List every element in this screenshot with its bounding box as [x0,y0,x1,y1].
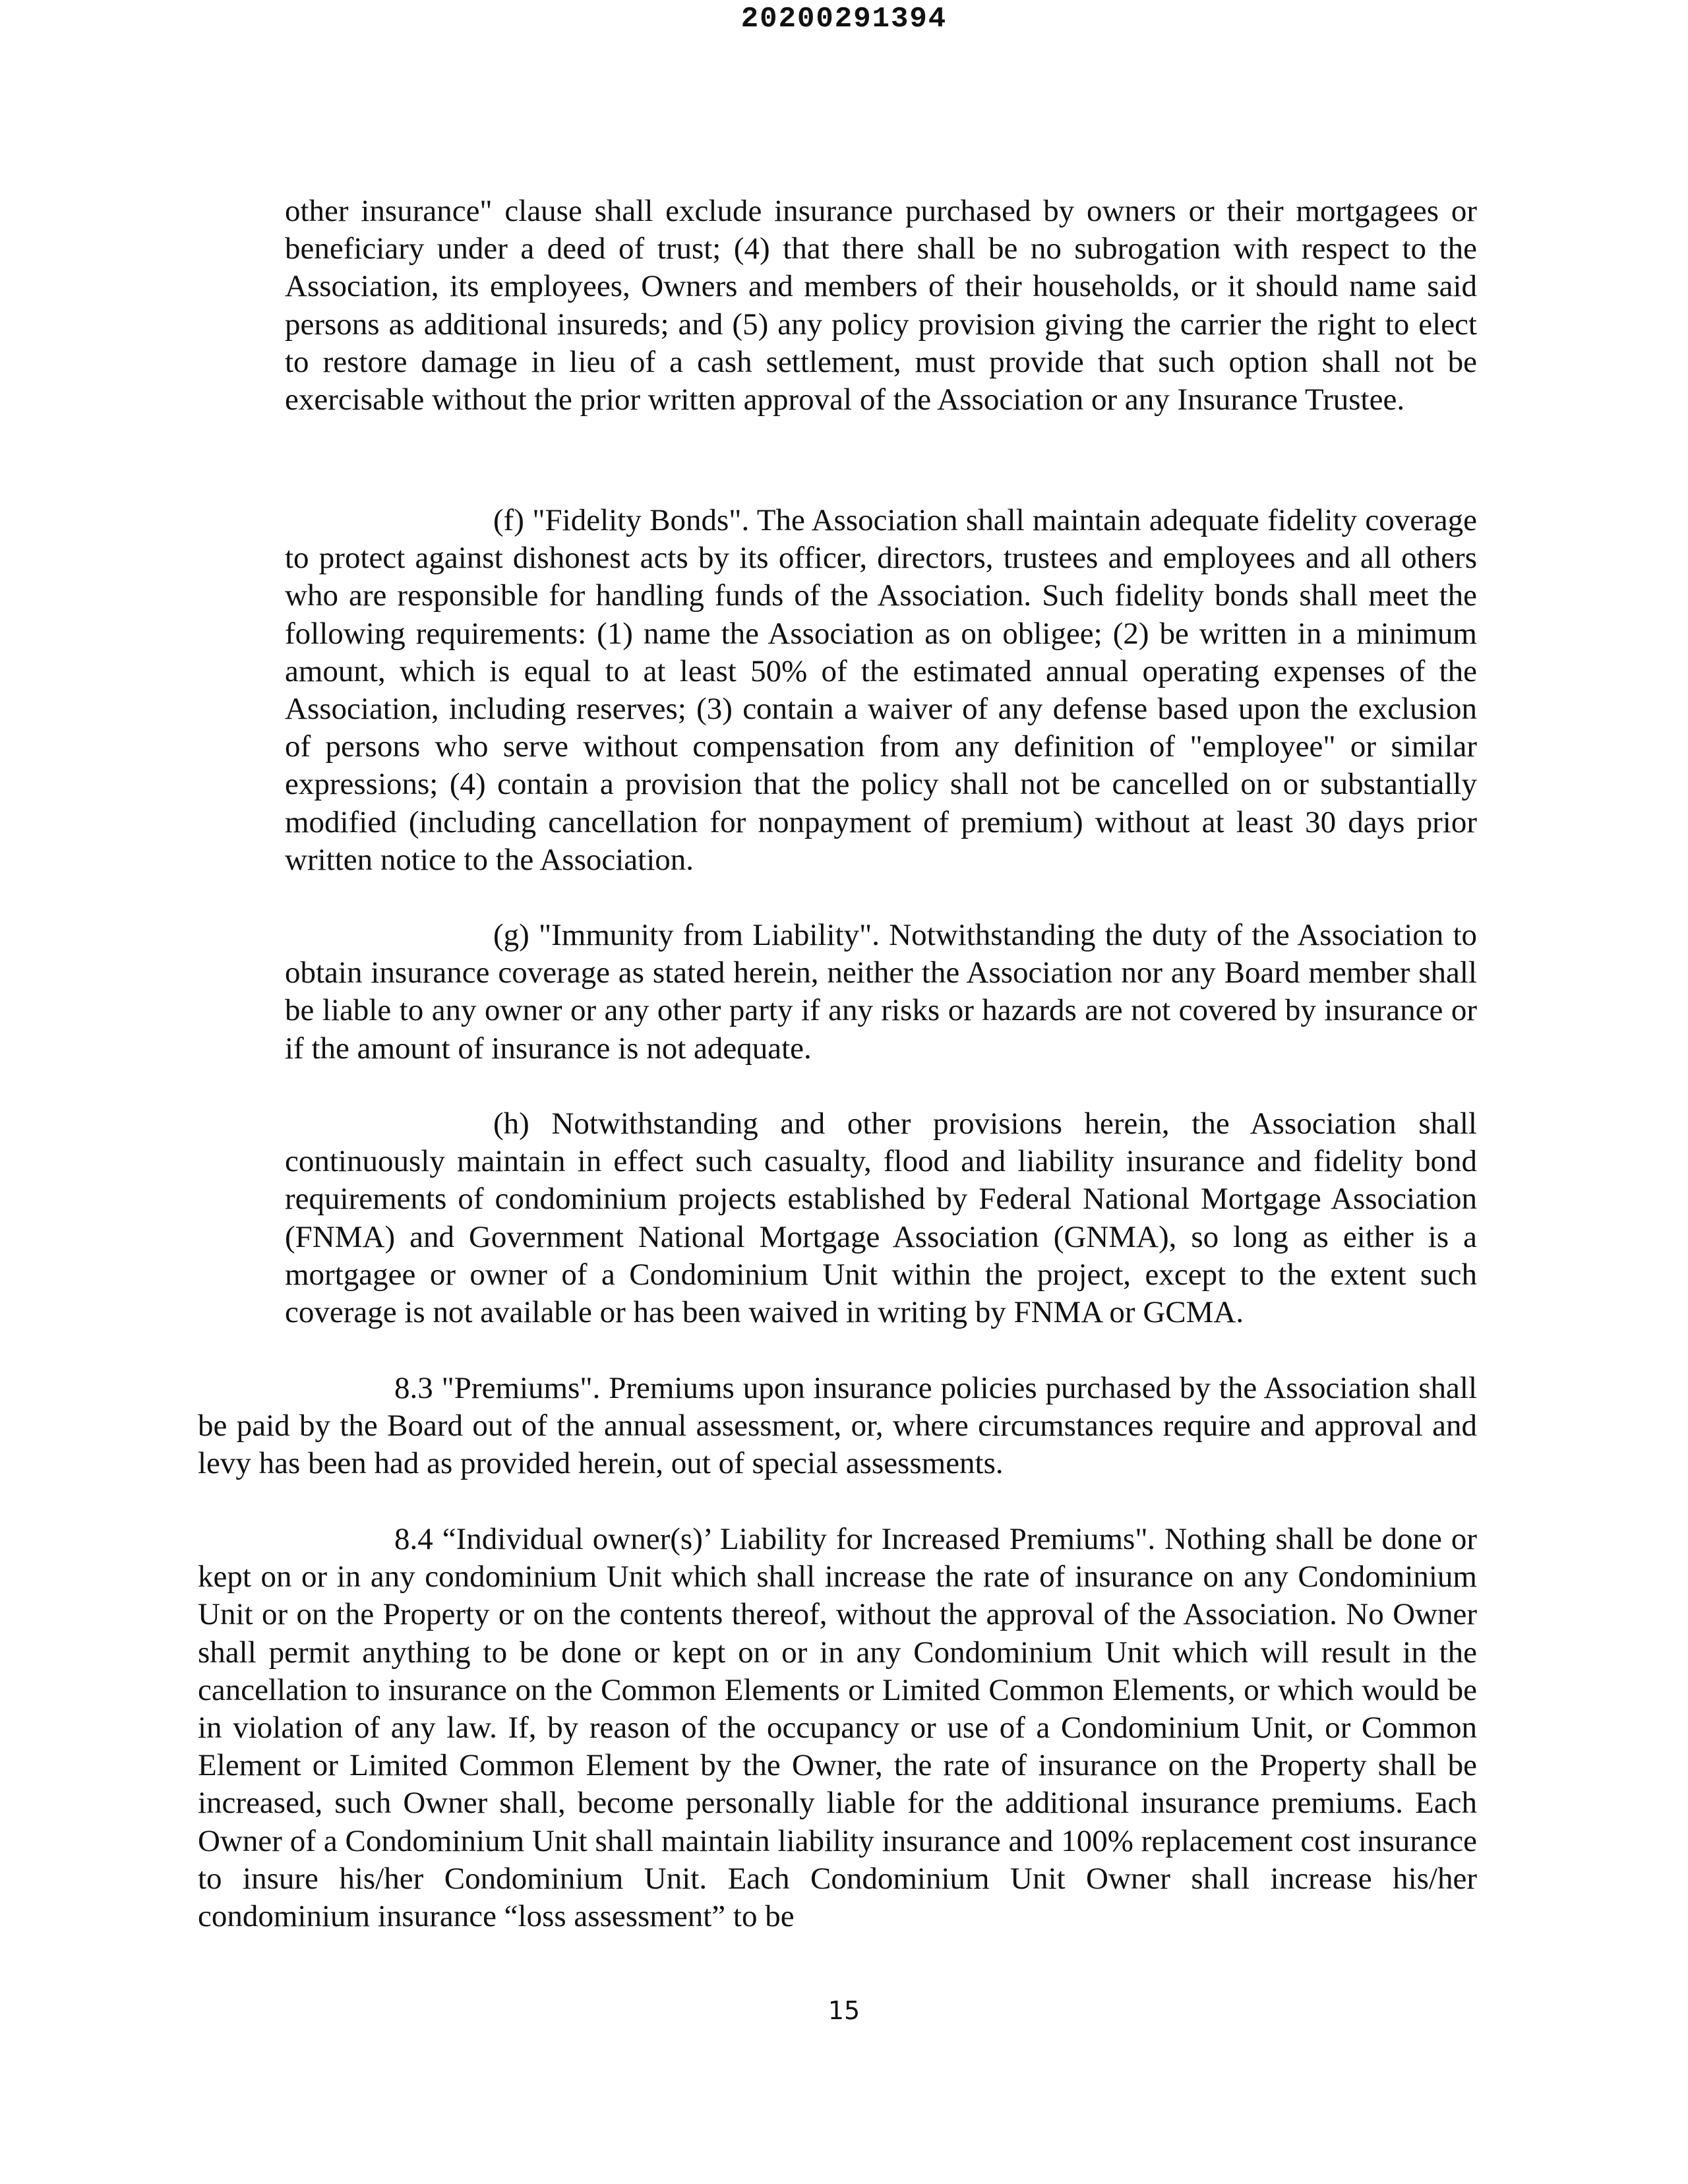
section-label: 8.4 “Individual owner(s)’ Liability for Increased Premiums". [394,1522,1156,1556]
section-label: (h) [493,1107,529,1141]
paragraph-insurance-clause [285,193,1477,470]
section-label: (f) "Fidelity Bonds". [493,503,750,537]
paragraph-text: Notwithstanding and other provisions herein, the Association shall continuously maintain in effect such casualty, flood and liability insurance and fidelity bond requirements of condominium projects established by Federal National Mortgage Association (FNMA) and Government National Mortgage Association (GNMA), so long as either is a mortgagee or owner of a Condominium Unit within the project, except to the extent such coverage is not available or has been waived in writing by FNMA or GCMA. [285,1107,1477,1330]
paragraph-fnma-requirements [285,1105,1477,1331]
paragraph-individual-owner-liability [198,1521,1477,1935]
paragraph-text: The Association shall maintain adequate fidelity coverage to protect against dishonest acts by its officer, directors, trustees and employees and all others who are responsible for handling funds of the Association. Such fidelity bonds shall meet the following requirements: (1) name the Association as on obligee; (2) be written in a minimum amount, which is equal to at least 50% of the estimated annual operating expenses of the Association, including reserves; (3) contain a waiver of any defense based upon the exclusion of persons who serve without compensation from any definition of "employee" or similar expressions; (4) contain a provision that the policy shall not be cancelled on or substantially modified (including cancellation for nonpayment of premium) without at least 30 days prior written notice to the Association. [285,503,1477,877]
paragraph-text: Notwithstanding the duty of the Association to obtain insurance coverage as stated herein, neither the Association nor any Board member shall be liable to any owner or any other party if any risks or hazards are not covered by insurance or if the amount of insurance is not adequate. [285,918,1477,1066]
paragraph-text: Nothing shall be done or kept on or in any condominium Unit which shall increase the rate of insurance on any Condominium Unit or on the Property or on the contents thereof, without the approval of the Association. No Owner shall permit anything to be done or kept on or in any Condominium Unit which will result in the cancellation to insurance on the Common Elements or Limited Common Elements, or which would be in violation of any law. If, by reason of the occupancy or use of a Condominium Unit, or Common Element or Limited Common Element by the Owner, the rate of insurance on the Property shall be increased, such Owner shall, become personally liable for the additional insurance premiums. Each Owner of a Condominium Unit shall maintain liability insurance and 100% replacement cost insurance to insure his/her Condominium Unit. Each Condominium Unit Owner shall increase his/her condominium insurance “loss assessment” to be [198,1522,1478,1934]
section-label: 8.3 "Premiums". [394,1371,601,1405]
page-number: 15 [828,1996,860,2025]
paragraph-text: Premiums upon insurance policies purchased by the Association shall be paid by the Board out of the annual assessment, or, where circumstances require and approval and levy has been had as provided herein, out of special assessments. [198,1371,1478,1481]
section-label: (g) "Immunity from Liability". [493,918,880,952]
document-number: 20200291394 [740,3,948,36]
paragraph-fidelity-bonds [285,502,1477,879]
paragraph-text: other insurance" clause shall exclude insurance purchased by owners or their mortgagees or beneficiary under a deed of trust; (4) that there shall be no subrogation with respect to the Association, its employees, Owners and members of their households, or it should name said persons as additional insureds; and (5) any policy provision giving the carrier the right to elect to restore damage in lieu of a cash settlement, must provide that such option shall not be exercisable without the prior written approval of the Association or any Insurance Trustee. [285,194,1477,417]
paragraph-immunity-from-liability [285,917,1477,1068]
paragraph-premiums [198,1370,1477,1483]
